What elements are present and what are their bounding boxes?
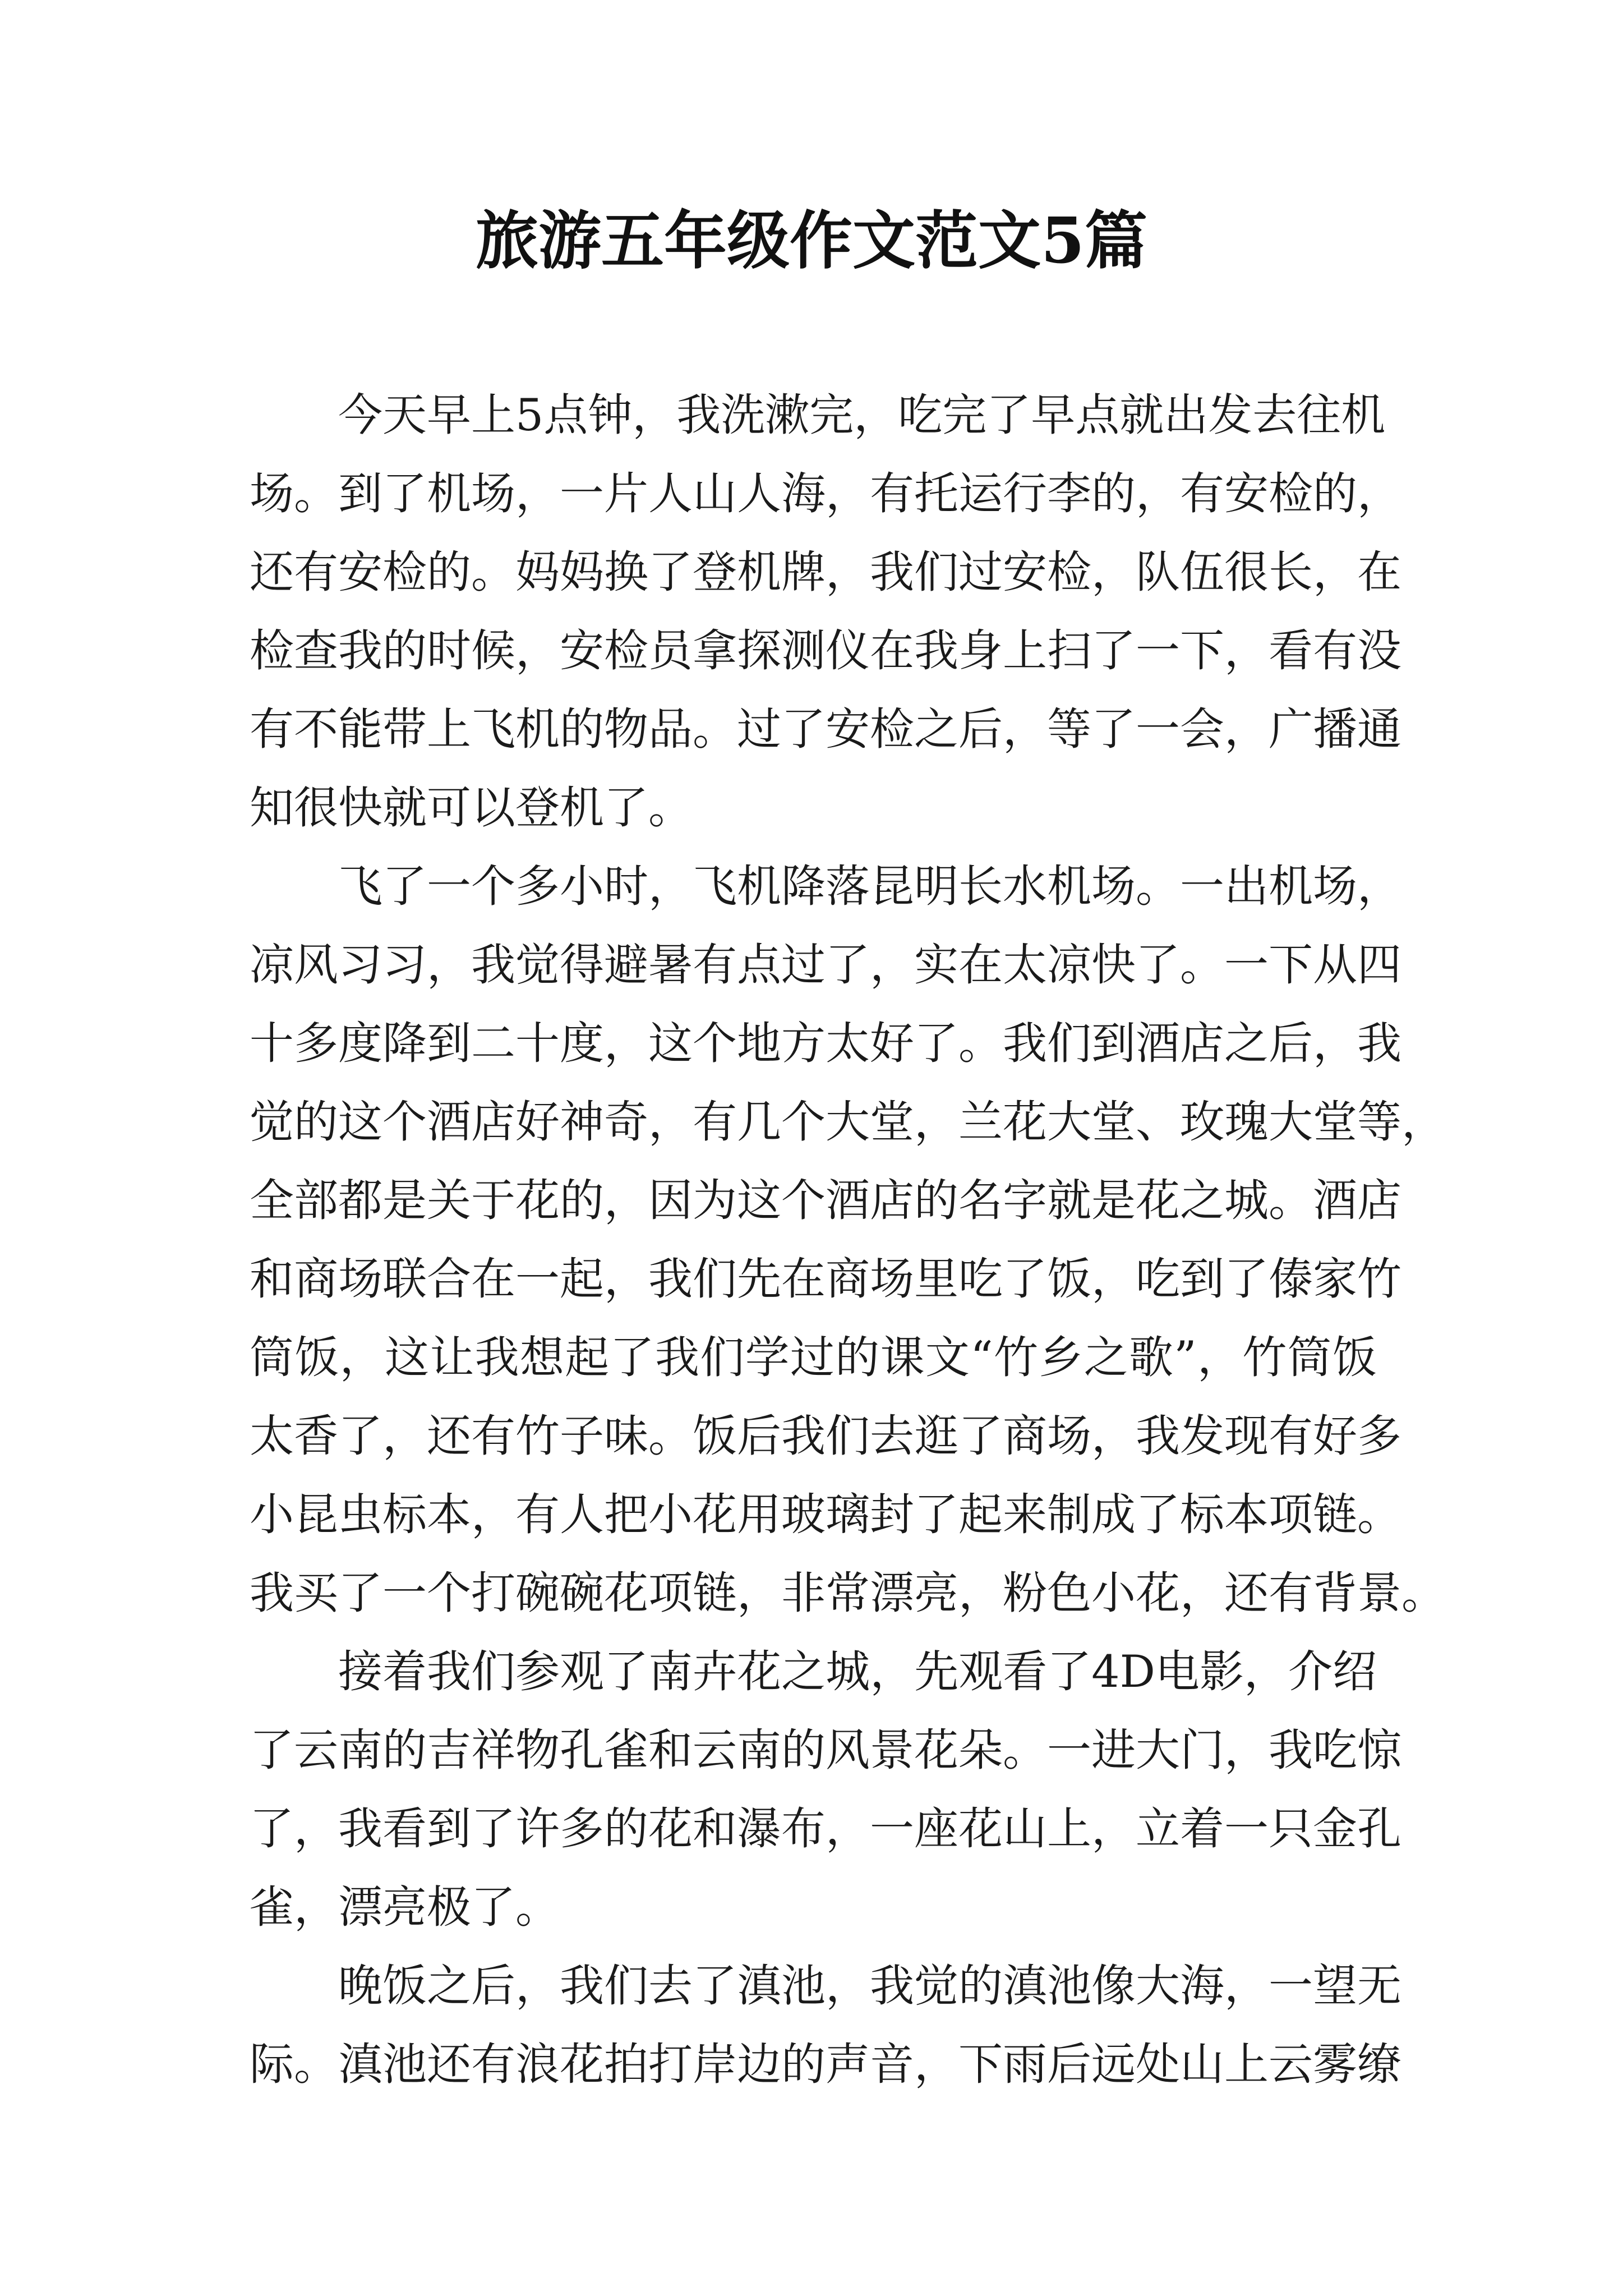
text-line: 觉的这个酒店好神奇，有几个大堂，兰花大堂、玫瑰大堂等， [250,1096,1446,1148]
text-line: 际。滇池还有浪花拍打岸边的声音，下雨后远处山上云雾缭 [250,2039,1401,2090]
text-line: 全部都是关于花的，因为这个酒店的名字就是花之城。酒店 [250,1175,1401,1226]
text-line: 有不能带上飞机的物品。过了安检之后，等了一会，广播通 [250,703,1401,755]
text-line: 小昆虫标本，有人把小花用玻璃封了起来制成了标本项链。 [250,1489,1401,1540]
text-line: 接着我们参观了南卉花之城，先观看了4D电影，介绍 [338,1646,1377,1697]
text-line: 知很快就可以登机了。 [250,782,693,834]
text-line: 飞了一个多小时，飞机降落昆明长水机场。一出机场， [338,861,1401,912]
text-line: 晚饭之后，我们去了滇池，我觉的滇池像大海，一望无 [338,1960,1401,2012]
document-title: 旅游五年级作文范文5篇 [476,204,1147,278]
text-line: 十多度降到二十度，这个地方太好了。我们到酒店之后，我 [250,1018,1401,1069]
text-line: 了，我看到了许多的花和瀑布，一座花山上，立着一只金孔 [250,1803,1401,1855]
text-line: 我买了一个打碗碗花项链，非常漂亮，粉色小花，还有背景。 [250,1567,1446,1619]
text-line: 和商场联合在一起，我们先在商场里吃了饭，吃到了傣家竹 [250,1253,1401,1305]
text-line: 今天早上5点钟，我洗漱完，吃完了早点就出发去往机 [338,389,1386,441]
text-line: 场。到了机场，一片人山人海，有托运行李的，有安检的， [250,468,1401,519]
text-line: 了云南的吉祥物孔雀和云南的风景花朵。一进大门，我吃惊 [250,1724,1401,1776]
text-line: 雀，漂亮极了。 [250,1881,560,1933]
text-line: 太香了，还有竹子味。饭后我们去逛了商场，我发现有好多 [250,1410,1401,1462]
text-line: 检查我的时候，安检员拿探测仪在我身上扫了一下，看有没 [250,625,1401,677]
text-line: 还有安检的。妈妈换了登机牌，我们过安检，队伍很长，在 [250,546,1401,598]
text-line: 筒饭，这让我想起了我们学过的课文“竹乡之歌”，竹筒饭 [250,1332,1377,1383]
text-line: 凉风习习，我觉得避暑有点过了，实在太凉快了。一下从四 [250,939,1401,991]
